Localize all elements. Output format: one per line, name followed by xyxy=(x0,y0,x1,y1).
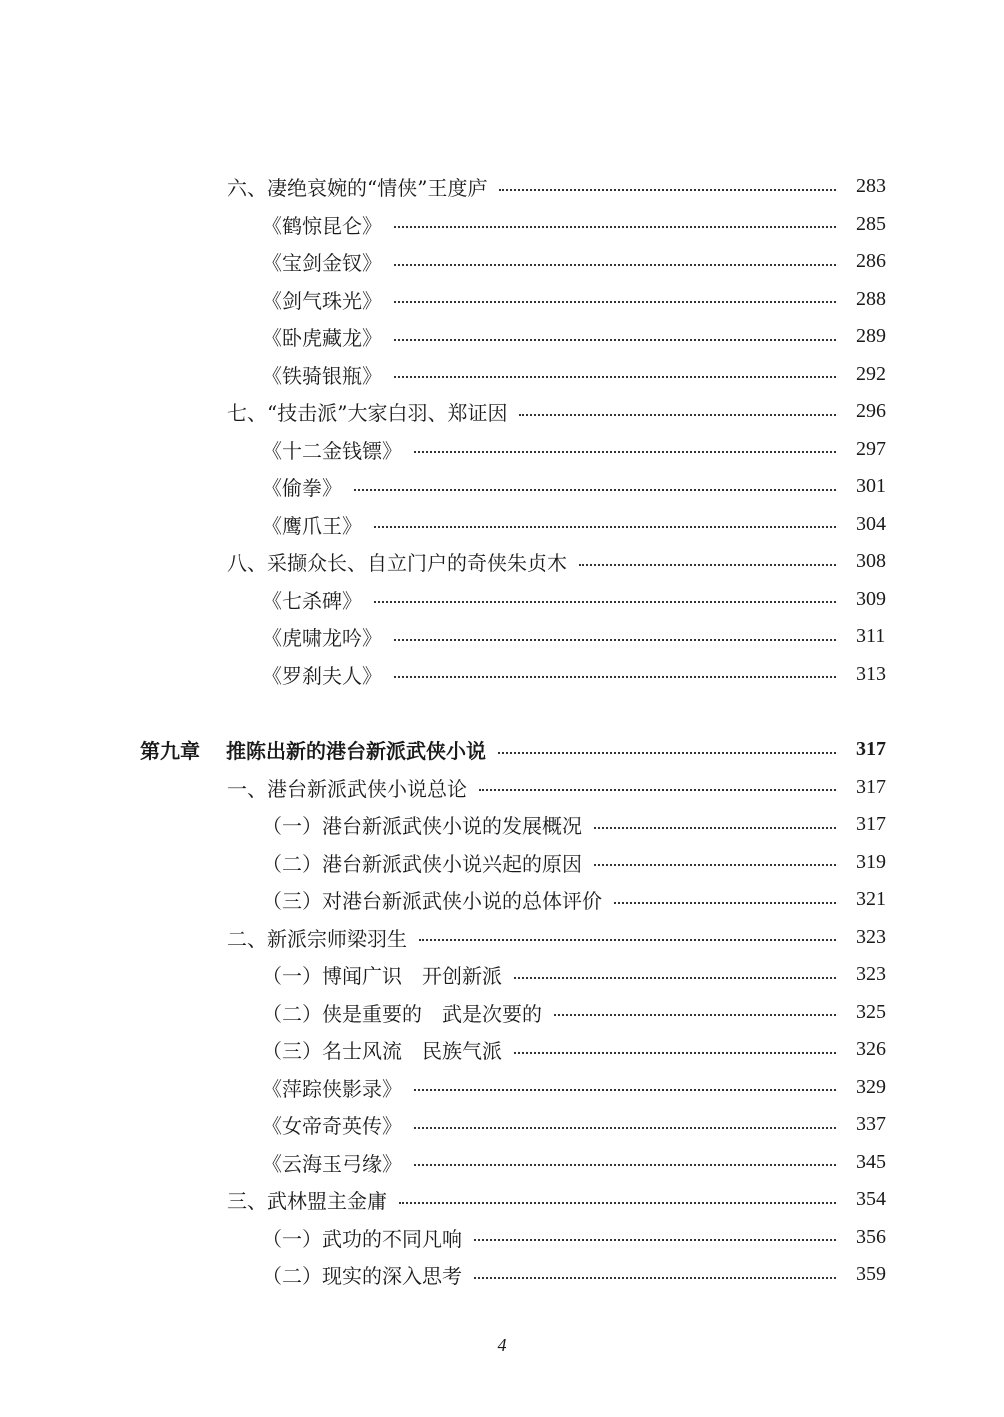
page-number: 326 xyxy=(856,1038,886,1061)
page-number: 317 xyxy=(856,813,886,836)
page-number: 288 xyxy=(856,287,886,310)
page-number: 356 xyxy=(856,1225,886,1248)
entry-title: 《剑气珠光》 xyxy=(262,288,382,313)
toc-section-entry[interactable] xyxy=(0,393,1004,431)
page-number: 292 xyxy=(856,362,886,385)
leader-dots xyxy=(594,864,836,866)
entry-title: （一）港台新派武侠小说的发展概况 xyxy=(262,814,582,839)
toc-subentry[interactable] xyxy=(0,844,1004,882)
entry-title: 《卧虎藏龙》 xyxy=(262,326,382,351)
leader-dots xyxy=(374,601,836,603)
entry-title: （一）博闻广识 开创新派 xyxy=(262,964,502,989)
entry-title: 八、采撷众长、自立门户的奇侠朱贞木 xyxy=(227,551,567,576)
entry-title: 一、港台新派武侠小说总论 xyxy=(227,776,467,801)
leader-dots xyxy=(354,489,836,491)
entry-title: 《铁骑银瓶》 xyxy=(262,363,382,388)
chapter-title: 推陈出新的港台新派武侠小说 xyxy=(226,739,486,764)
leader-dots xyxy=(414,1089,836,1091)
toc-subentry[interactable] xyxy=(0,1219,1004,1257)
page-number: 304 xyxy=(856,512,886,535)
page-number: 325 xyxy=(856,1000,886,1023)
entry-title: 《偷拳》 xyxy=(262,476,342,501)
page-number: 283 xyxy=(856,175,886,198)
entry-title: 《宝剑金钗》 xyxy=(262,251,382,276)
entry-title: 《萍踪侠影录》 xyxy=(262,1076,402,1101)
toc-subentry[interactable] xyxy=(0,581,1004,619)
toc-section-entry[interactable] xyxy=(0,919,1004,957)
table-of-contents xyxy=(0,168,1004,1294)
page-number: 354 xyxy=(856,1188,886,1211)
page-number: 317 xyxy=(856,775,886,798)
chapter-label: 第九章 xyxy=(140,739,200,764)
page-number: 313 xyxy=(856,662,886,685)
toc-section-entry[interactable] xyxy=(0,769,1004,807)
leader-dots xyxy=(414,451,836,453)
page-number: 297 xyxy=(856,437,886,460)
leader-dots xyxy=(394,339,836,341)
toc-subentry[interactable] xyxy=(0,281,1004,319)
toc-subentry[interactable] xyxy=(0,618,1004,656)
toc-section-8 xyxy=(0,168,1004,693)
leader-dots xyxy=(394,639,836,641)
page-number: 285 xyxy=(856,212,886,235)
entry-title: 《罗刹夫人》 xyxy=(262,663,382,688)
page-number: 323 xyxy=(856,925,886,948)
entry-title: 《鹰爪王》 xyxy=(262,513,362,538)
toc-subentry[interactable] xyxy=(0,356,1004,394)
toc-subentry[interactable] xyxy=(0,468,1004,506)
entry-title: 《鹤惊昆仑》 xyxy=(262,213,382,238)
page-number: 311 xyxy=(856,625,886,648)
entry-title: （三）名士风流 民族气派 xyxy=(262,1039,502,1064)
entry-title: （二）港台新派武侠小说兴起的原因 xyxy=(262,851,582,876)
toc-subentry[interactable] xyxy=(0,1256,1004,1294)
toc-subentry[interactable] xyxy=(0,431,1004,469)
page-number: 321 xyxy=(856,888,886,911)
toc-subentry[interactable] xyxy=(0,243,1004,281)
toc-subentry[interactable] xyxy=(0,994,1004,1032)
leader-dots xyxy=(554,1014,836,1016)
leader-dots xyxy=(374,526,836,528)
toc-subentry[interactable] xyxy=(0,1106,1004,1144)
page-number: 337 xyxy=(856,1113,886,1136)
toc-section-9 xyxy=(0,769,1004,1294)
entry-title: 《女帝奇英传》 xyxy=(262,1114,402,1139)
page-number: 345 xyxy=(856,1150,886,1173)
leader-dots xyxy=(499,189,836,191)
toc-subentry[interactable] xyxy=(0,1069,1004,1107)
leader-dots xyxy=(414,1127,836,1129)
toc-subentry[interactable] xyxy=(0,956,1004,994)
leader-dots xyxy=(394,264,836,266)
page-number: 301 xyxy=(856,475,886,498)
leader-dots xyxy=(519,414,836,416)
section-gap xyxy=(0,693,1004,731)
leader-dots xyxy=(394,226,836,228)
toc-subentry[interactable] xyxy=(0,318,1004,356)
chapter-heading[interactable] xyxy=(0,731,1004,769)
page-number: 323 xyxy=(856,963,886,986)
page-number: 286 xyxy=(856,250,886,273)
page-number: 309 xyxy=(856,587,886,610)
leader-dots xyxy=(579,564,836,566)
entry-title: 《虎啸龙吟》 xyxy=(262,626,382,651)
leader-dots xyxy=(394,301,836,303)
leader-dots xyxy=(394,376,836,378)
leader-dots xyxy=(419,939,836,941)
page-number: 308 xyxy=(856,550,886,573)
leader-dots xyxy=(474,1239,836,1241)
entry-title: （二）侠是重要的 武是次要的 xyxy=(262,1001,542,1026)
leader-dots xyxy=(614,902,836,904)
leader-dots xyxy=(414,1164,836,1166)
toc-subentry[interactable] xyxy=(0,506,1004,544)
entry-title: 《七杀碑》 xyxy=(262,588,362,613)
toc-section-entry[interactable] xyxy=(0,168,1004,206)
toc-subentry[interactable] xyxy=(0,1031,1004,1069)
leader-dots xyxy=(594,827,836,829)
leader-dots xyxy=(394,676,836,678)
page-number: 319 xyxy=(856,850,886,873)
page-folio: 4 xyxy=(497,1335,507,1355)
leader-dots xyxy=(514,977,836,979)
entry-title: 三、武林盟主金庸 xyxy=(227,1189,387,1214)
page-number: 317 xyxy=(856,738,886,761)
entry-title: （三）对港台新派武侠小说的总体评价 xyxy=(262,889,602,914)
page-number: 296 xyxy=(856,400,886,423)
toc-subentry[interactable] xyxy=(0,206,1004,244)
entry-title: 《云海玉弓缘》 xyxy=(262,1151,402,1176)
leader-dots xyxy=(514,1052,836,1054)
entry-title: 七、“技击派”大家白羽、郑证因 xyxy=(227,401,508,426)
entry-title: 二、新派宗师梁羽生 xyxy=(227,926,407,951)
page-number: 359 xyxy=(856,1263,886,1286)
entry-title: （一）武功的不同凡响 xyxy=(262,1226,462,1251)
toc-subentry[interactable] xyxy=(0,881,1004,919)
entry-title: （二）现实的深入思考 xyxy=(262,1264,462,1289)
entry-title: 《十二金钱镖》 xyxy=(262,438,402,463)
leader-dots xyxy=(399,1202,836,1204)
page-number: 289 xyxy=(856,325,886,348)
leader-dots xyxy=(474,1277,836,1279)
toc-section-entry[interactable] xyxy=(0,1181,1004,1219)
toc-subentry[interactable] xyxy=(0,656,1004,694)
leader-dots xyxy=(498,752,836,754)
entry-title: 六、凄绝哀婉的“情侠”王度庐 xyxy=(227,176,488,201)
leader-dots xyxy=(479,789,836,791)
toc-subentry[interactable] xyxy=(0,1144,1004,1182)
page-number: 329 xyxy=(856,1075,886,1098)
toc-subentry[interactable] xyxy=(0,806,1004,844)
toc-section-entry[interactable] xyxy=(0,543,1004,581)
